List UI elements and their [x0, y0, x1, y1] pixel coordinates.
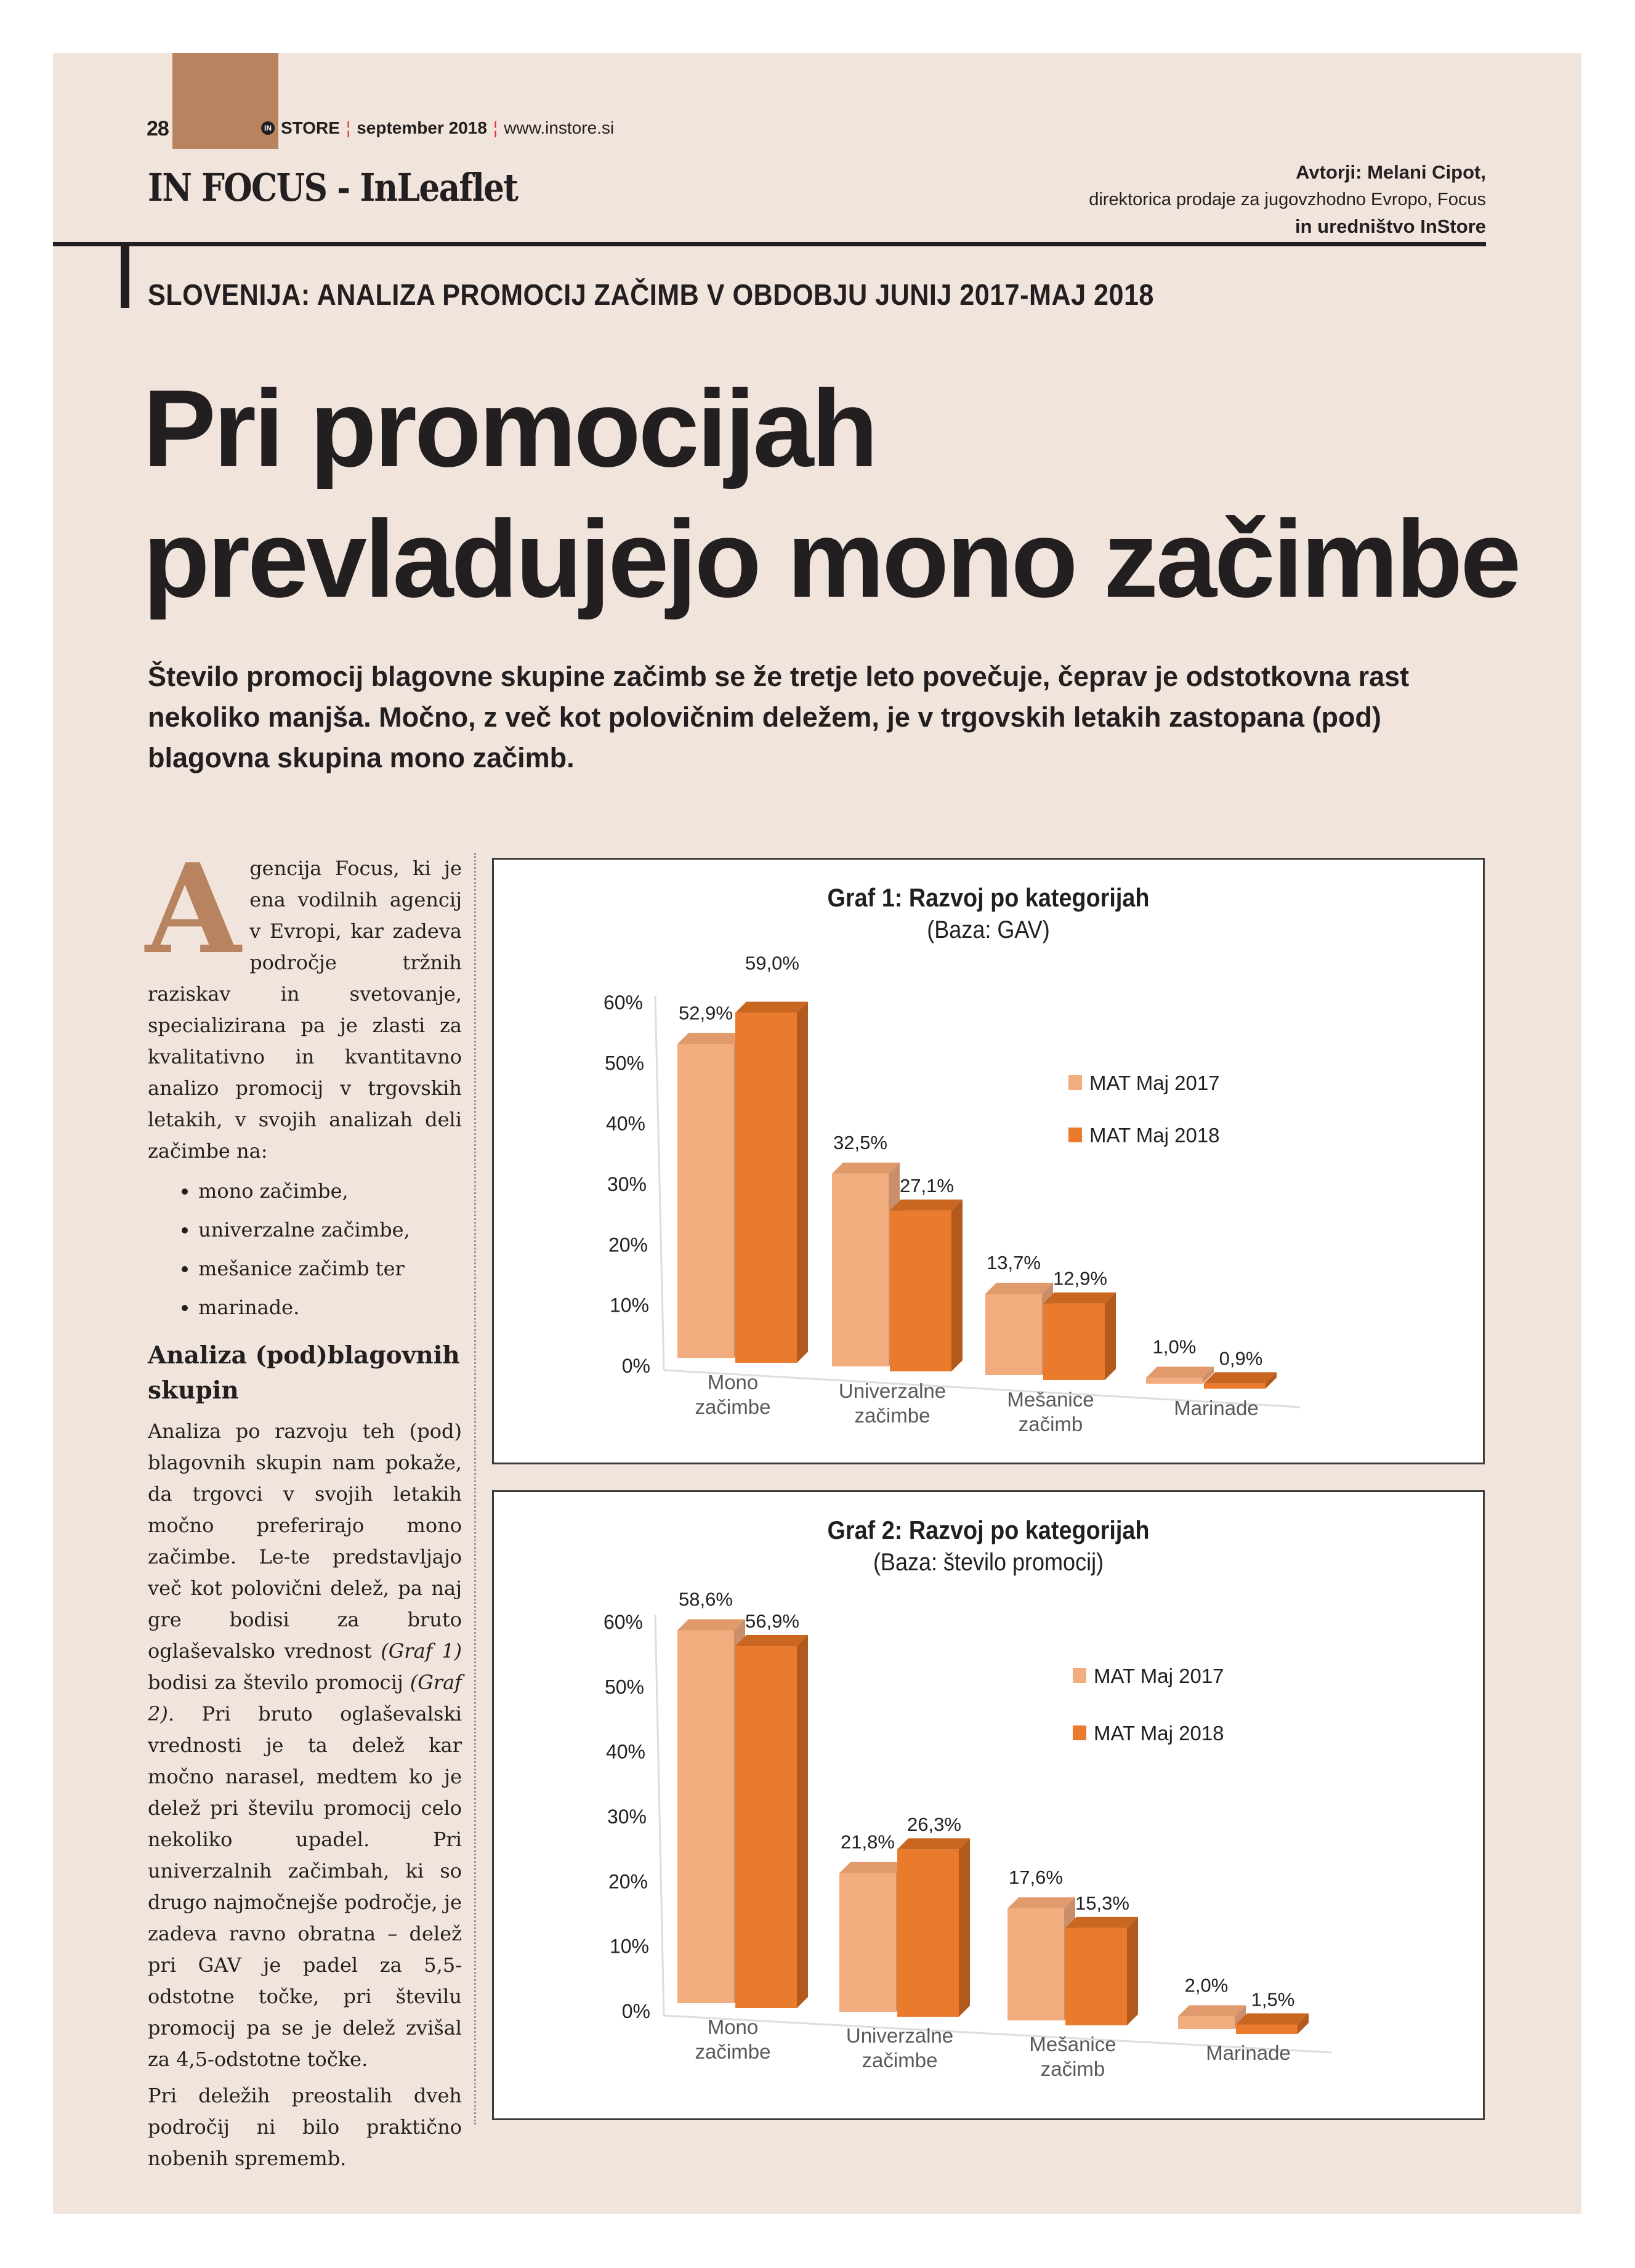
data-label: 27,1% [900, 1174, 954, 1197]
y-tick-label: 30% [607, 1173, 647, 1195]
data-label: 59,0% [745, 952, 799, 974]
page-number: 28 [147, 117, 169, 140]
legend-swatch [1068, 1128, 1082, 1142]
y-axis-line [655, 1615, 664, 2016]
legend-label: MAT Maj 2017 [1094, 1665, 1224, 1687]
bar-side [1105, 1293, 1116, 1380]
bar-front [1007, 1908, 1064, 2020]
bar-2018 [890, 1200, 963, 1371]
data-label: 21,8% [841, 1831, 895, 1853]
bar-top [735, 1002, 808, 1013]
x-tick-label: Univerzalne začimbe [846, 2024, 954, 2072]
text: . Pri bruto oglaševalski vrednosti je ta delež kar močno narasel, medtem ko je delež pri številu promocij celo nekoliko upadel. Pri univerzalnih začimbah, ki so drugo najmočnejše področje, je zadeva ravno obratna – delež pri GAV je padel za 5,5-odstotne točke, pri številu promocij pa se je delež zvišal za 4,5-odstotne točke. [148, 1702, 462, 2071]
authors-block [1089, 159, 1486, 240]
bar-top [1043, 1293, 1116, 1304]
bar-side [959, 1838, 970, 2017]
bar-front [1236, 2025, 1298, 2035]
bar-front [1178, 2016, 1235, 2029]
bar-2018 [1236, 2014, 1309, 2035]
bar-top [1065, 1917, 1138, 1928]
masthead-line [261, 118, 614, 138]
y-tick-label: 20% [608, 1870, 648, 1893]
y-tick-label: 60% [603, 1611, 643, 1633]
bar-front [735, 1013, 797, 1363]
authors-role: direktorica prodaje za jugovzhodno Evropo, Focus [1089, 190, 1486, 209]
instore-logo-icon: IN [261, 121, 275, 135]
bar-2018 [1065, 1917, 1138, 2025]
y-tick-label: 10% [609, 1294, 649, 1317]
bar-top [735, 1635, 808, 1646]
data-label: 13,7% [987, 1252, 1041, 1274]
bar-2017 [1007, 1897, 1075, 2020]
intro-paragraph [145, 837, 462, 1167]
bar-2017 [1178, 2005, 1246, 2029]
intro-text: gencija Focus, ki je ena vodilnih agencij v Evropi, kar zadeva področje tržnih raziskav in svetovanje, specializirana pa je zlasti za kvalitativno in kvantitavno analizo promocij v trgovskih letakih, v svojih analizah deli začimbe na: [148, 857, 462, 1163]
subheading: Analiza (pod)blagovnih skupin [148, 1341, 460, 1405]
bar-2018 [1204, 1372, 1277, 1389]
chart-graf-1 [492, 858, 1485, 1464]
legend-label: MAT Maj 2018 [1089, 1124, 1220, 1147]
bar-top [677, 1033, 745, 1044]
data-label: 32,5% [833, 1131, 887, 1153]
chart-subtitle: (Baza: GAV) [927, 916, 1050, 943]
bar-side [797, 1002, 808, 1363]
list-item: • mešanice začimb ter [198, 1249, 462, 1288]
bar-2018 [897, 1838, 970, 2017]
bar-top [1146, 1366, 1214, 1378]
data-label: 52,9% [679, 1002, 733, 1024]
legend-swatch [1073, 1668, 1086, 1683]
bar-front [839, 1873, 896, 2012]
magazine-name: STORE [281, 118, 340, 137]
x-tick-label: Marinade [1206, 2041, 1291, 2064]
authors-editorial: in uredništvo InStore [1294, 216, 1486, 237]
data-label: 15,3% [1075, 1892, 1129, 1914]
data-label: 1,0% [1152, 1336, 1197, 1358]
bar-top [985, 1283, 1053, 1294]
bar-front [1204, 1383, 1266, 1389]
text: Analiza po razvoju teh (pod) blagovnih skupin nam pokaže, da trgovci v svojih letakih močno preferirajo mono začimbe. Le-te predstavljajo več kot polovični delež, pa naj gre bodisi za bruto oglaševalsko vrednost [148, 1419, 462, 1663]
headline-line: Pri promocijah [143, 367, 876, 490]
list-item: • marinade. [198, 1288, 462, 1327]
y-tick-label: 60% [603, 991, 643, 1014]
data-label: 26,3% [907, 1814, 961, 1836]
y-tick-label: 30% [607, 1806, 647, 1828]
x-tick-label: Marinade [1174, 1397, 1259, 1419]
bar-front [1043, 1304, 1105, 1380]
bar-2017 [1146, 1366, 1214, 1384]
chart-plot [494, 860, 1487, 1466]
data-label: 0,9% [1219, 1347, 1263, 1370]
separator: ¦ [493, 118, 498, 137]
y-tick-label: 40% [605, 1112, 645, 1135]
bar-top [677, 1619, 745, 1630]
column-divider [474, 853, 476, 2125]
figure-reference: (Graf 2) [148, 1671, 462, 1725]
y-axis-line [655, 996, 664, 1370]
list-item: • univerzalne začimbe, [198, 1211, 462, 1249]
bar-front [897, 1849, 959, 2017]
body-column [145, 837, 462, 2179]
bar-top [832, 1163, 900, 1174]
figure-reference: (Graf 1) [381, 1639, 462, 1663]
x-tick-label: Univerzalne začimbe [838, 1379, 947, 1427]
bar-top [890, 1200, 963, 1211]
y-tick-label: 10% [609, 1935, 649, 1958]
bar-top [1007, 1897, 1075, 1908]
y-tick-label: 40% [605, 1740, 645, 1763]
bar-2017 [677, 1619, 745, 2003]
y-tick-label: 0% [621, 1355, 650, 1377]
header-divider [53, 242, 1486, 246]
bar-2018 [735, 1002, 808, 1363]
x-tick-label: Mešanice začimb [1029, 2033, 1116, 2080]
website-link[interactable]: www.instore.si [504, 118, 615, 137]
bar-front [890, 1211, 951, 1371]
bar-2017 [677, 1033, 745, 1358]
bar-front [677, 1044, 734, 1358]
data-label: 12,9% [1053, 1267, 1107, 1289]
separator: ¦ [345, 118, 351, 137]
y-tick-label: 50% [604, 1052, 644, 1075]
body-paragraph [148, 1416, 462, 2075]
legend-label: MAT Maj 2018 [1094, 1722, 1224, 1745]
section-title: IN FOCUS - InLeaflet [148, 165, 518, 210]
bar-front [1146, 1378, 1203, 1384]
x-tick-label: Mešanice začimb [1007, 1388, 1094, 1435]
legend-label: MAT Maj 2017 [1089, 1071, 1220, 1094]
drop-cap: A [145, 837, 241, 982]
bar-2018 [735, 1635, 808, 2008]
bar-2017 [839, 1862, 907, 2012]
y-tick-label: 0% [621, 2000, 650, 2022]
bar-2018 [1043, 1293, 1116, 1380]
headline [143, 363, 1519, 624]
x-tick-label: Mono začimbe [695, 1371, 771, 1418]
bar-2017 [985, 1283, 1053, 1375]
text: bodisi za število promocij [148, 1671, 410, 1694]
legend-swatch [1073, 1725, 1086, 1740]
chart-plot [494, 1492, 1487, 2122]
bar-side [951, 1200, 963, 1371]
kicker-bar [121, 246, 129, 308]
data-label: 56,9% [745, 1610, 799, 1632]
authors-name: Avtorji: Melani Cipot, [1296, 161, 1486, 183]
bar-top [1236, 2014, 1309, 2025]
category-list [148, 1172, 462, 1327]
y-tick-label: 20% [608, 1233, 648, 1256]
bar-side [1127, 1917, 1138, 2025]
data-label: 2,0% [1184, 1974, 1229, 1996]
bar-top [897, 1838, 970, 1849]
bar-top [1178, 2005, 1246, 2016]
bar-front [985, 1294, 1042, 1375]
chart-title: Graf 1: Razvoj po kategorijah [827, 883, 1150, 912]
bar-top [1204, 1372, 1277, 1383]
headline-line: prevladujejo mono začimbe [143, 498, 1519, 620]
kicker: SLOVENIJA: ANALIZA PROMOCIJ ZAČIMB V OBDOBJU JUNIJ 2017-MAJ 2018 [148, 279, 1154, 312]
bar-top [839, 1862, 907, 1873]
data-label: 17,6% [1009, 1866, 1063, 1889]
bar-2017 [832, 1163, 900, 1366]
lead-paragraph: Število promocij blagovne skupine začimb se že tretje leto povečuje, čeprav je odstotkovna rast nekoliko manjša. Močno, z več kot polovičnim deležem, je v trgovskih letakih zastopana (pod) blagovna skupina mono začimb. [148, 661, 1410, 773]
body-paragraph: Pri deležih preostalih dveh področij ni bilo praktično nobenih sprememb. [148, 2084, 462, 2170]
list-item: • mono začimbe, [198, 1172, 462, 1211]
chart-title: Graf 2: Razvoj po kategorijah [827, 1515, 1150, 1544]
bar-front [677, 1630, 734, 2003]
data-label: 1,5% [1251, 1988, 1295, 2011]
chart-subtitle: (Baza: število promocij) [873, 1549, 1104, 1576]
bar-front [1065, 1928, 1127, 2025]
data-label: 58,6% [679, 1588, 733, 1610]
chart-graf-2 [492, 1490, 1485, 2120]
bar-front [832, 1174, 889, 1366]
y-tick-label: 50% [604, 1676, 644, 1698]
issue-date: september 2018 [357, 118, 487, 137]
x-tick-label: Mono začimbe [695, 2016, 771, 2063]
bar-side [797, 1635, 808, 2008]
legend-swatch [1068, 1075, 1082, 1090]
bar-front [735, 1646, 797, 2008]
